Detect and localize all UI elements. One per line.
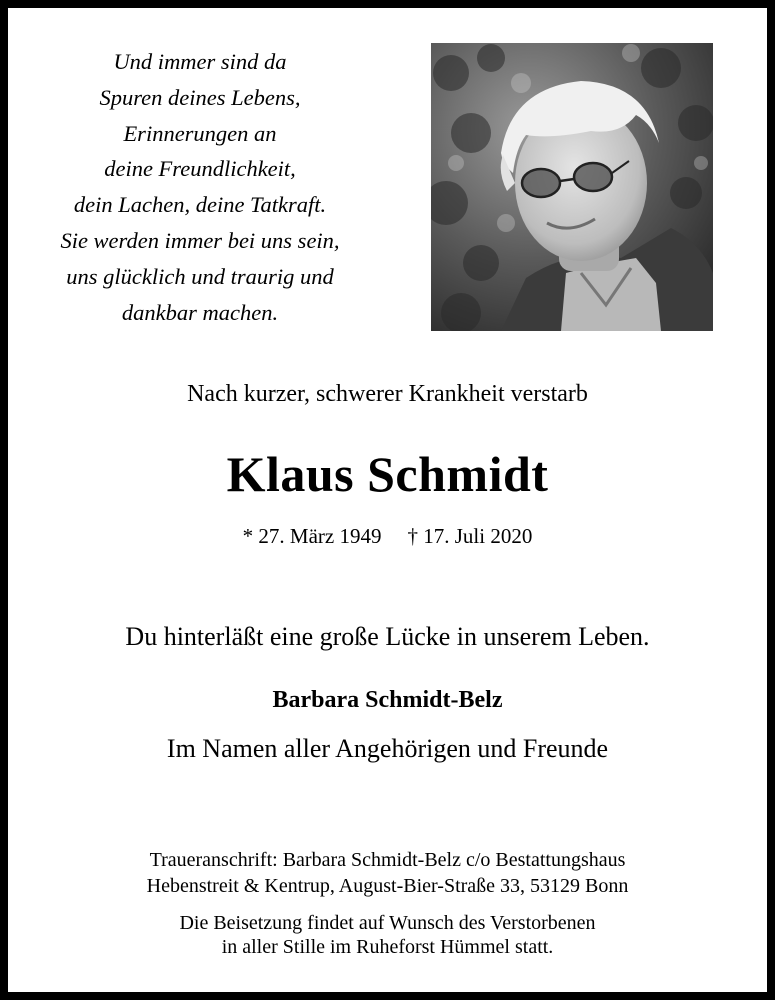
poem-line: dein Lachen, deine Tatkraft.	[73, 192, 327, 218]
signer-name: Barbara Schmidt-Belz	[272, 687, 503, 713]
burial-line: Die Beisetzung findet auf Wunsch des Verstorbenen	[179, 912, 596, 934]
address-line: Hebenstreit & Kentrup, August-Bier-Straße 33, 53129 Bonn	[146, 874, 629, 897]
poem-line: Sie werden immer bei uns sein,	[60, 227, 340, 253]
death-date: † 17. Juli 2020	[407, 524, 533, 548]
poem-line: Spuren deines Lebens,	[99, 84, 301, 110]
poem-line: uns glücklich und traurig und	[66, 263, 334, 289]
address-line: Traueranschrift: Barbara Schmidt-Belz c/o Bestattungshaus	[149, 849, 626, 871]
birth-date: * 27. März 1949	[242, 524, 382, 548]
life-dates	[8, 524, 767, 549]
poem-line: Erinnerungen an	[123, 120, 277, 146]
deceased-name: Klaus Schmidt	[226, 446, 549, 502]
on-behalf-text: Im Namen aller Angehörigen und Freunde	[166, 734, 609, 763]
mourning-address	[8, 848, 767, 899]
portrait-photo	[431, 43, 713, 331]
farewell-text: Du hinterläßt eine große Lücke in unserem Leben.	[125, 622, 650, 651]
poem-line: dankbar machen.	[121, 299, 279, 325]
burial-note	[8, 911, 767, 959]
poem-line: deine Freundlichkeit,	[104, 156, 296, 182]
intro-text: Nach kurzer, schwerer Krankheit verstarb	[187, 381, 588, 407]
burial-line: in aller Stille im Ruheforst Hümmel statt.	[221, 936, 554, 958]
memorial-poem	[28, 44, 372, 330]
poem-line: Und immer sind da	[113, 49, 287, 74]
